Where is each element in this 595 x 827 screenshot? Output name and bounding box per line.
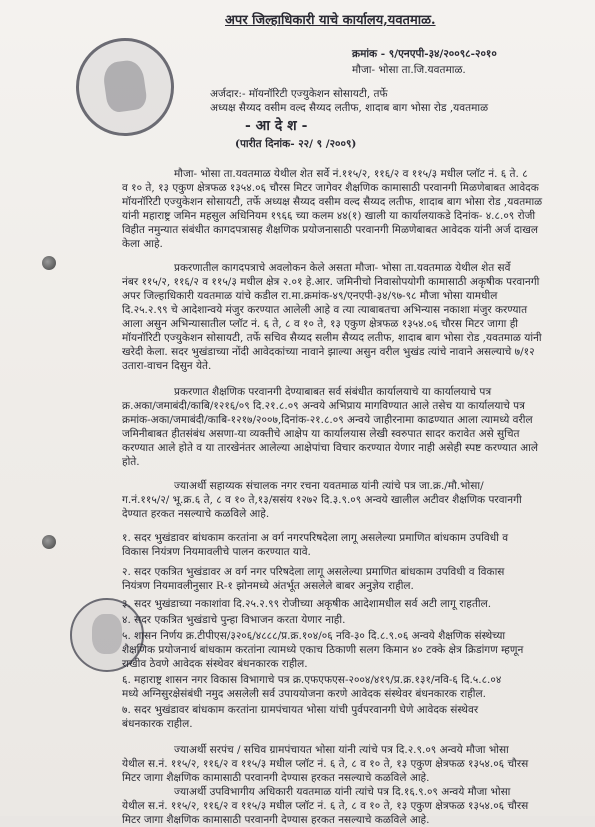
body-line: ४. सदर एकत्रित भुखंडाचे पुन्हा विभाजन करता येणार नाही. [122,614,346,626]
punch-hole [42,256,56,270]
body-line: अपर जिल्हाधिकारी यवतमाळ यांचे कडील रा.मा.क्रमांक-४९/एनएपी-३४/९७-९८ मौजा भोसा यामधील [122,290,498,302]
body-line: मौजा- भोसा ता.यवतमाळ येथील शेत सर्वे नं.११५/२, ११६/२ व ११५/३ मधील प्लॉट नं. ६ ते. ८ [174,168,528,180]
body-line: आला असुन अभिन्यासातील प्लॉट नं. ६ ते, ८ व १० ते, १३ एकुण क्षेत्रफळ १३५४.०६ चौरस मिटर जागा ही [122,318,518,330]
body-line: २. सदर एकत्रित भुखंडावर अ वर्ग नगर परिषदेला लागू असलेल्या प्रमाणित बांधकाम उपविधी व विकास [122,566,505,578]
body-line: येथील स.नं. ११५/२, ११६/२ व ११५/३ मधील प्लॉट नं. ६ ते, ८ व १० ते, १३ एकुण क्षेत्रफळ १३५४.०६ चौरस [122,758,529,770]
body-line: प्रकरणातील कागदपत्राचे अवलोकन केले असता मौजा- भोसा ता.यवतमाळ येथील शेत सर्वे [174,262,511,274]
body-line: शैक्षणिक प्रयोजनार्थ बांधकाम करतांना त्यामध्ये एकाच ठिकाणी सलग किमान ४० टक्के क्षेत्र क्रिडांगण म्हणून [122,644,524,656]
body-line: करण्यात आले होते व या तारखेनंतर आलेल्या आक्षेपांचा विचार करण्यात येणार नाही असेही स्पष्ट करण्यात आले [122,442,538,454]
body-line: ५. शासन निर्णय क्र.टीपीएस/३२०६/४८८८/प्र.क्र.१०४/०६ नवि-३० दि.८.९.०६ अन्वये शैक्षणिक संस्थेच्या [122,630,506,642]
body-line: १. सदर भुखंडावर बांधकाम करतांना अ वर्ग नगरपरिषदेला लागू असलेल्या प्रमाणित बांधकाम उपविधी व [122,532,509,544]
body-line: दि.२५.२.९९ चे आदेशान्वये मंजुर करण्यात आलेली आहे व त्या त्याबाबतचा अभिन्यास नकाशा मंजुर करण्यात [122,304,528,316]
reference-number: क्रमांक - ९/एनएपी-३४/२००९८-२०१० [352,48,497,60]
applicant-line-2: अध्यक्ष सैय्यद वसीम वल्द सैय्यद लतीफ, शादाब बाग भोसा रोड ,यवतमाळ [210,102,489,114]
body-line: खरेदी केला. सदर भुखंडाच्या नोंदी आवेदकांच्या नावाने झाल्या असुन वरील भुखंड त्यांचे नावाने असल्याचे ७/१२ [122,346,535,358]
office-title: अपर जिल्हाधिकारी याचे कार्यालय,यवतमाळ. [225,13,436,28]
body-line: विकास नियंत्रण नियमावलीचे पालन करण्यात यावे. [122,546,311,558]
mouja-line: मौजा- भोसा ता.जि.यवतमाळ. [352,64,466,76]
body-line: जमिनीबाबत हीतसंबंध असणा-या व्यक्तीचे आक्षेप या कार्यालयास लेखी स्वरुपात सादर करावेत असे सुचित [122,428,520,440]
body-line: मिटर जागा शैक्षणिक कामासाठी परवानगी देण्यास हरकत नसल्याचे कळविले आहे. [122,772,430,784]
punch-hole [42,535,56,549]
body-line: यांनी महाराष्ट्र जमिन महसुल अधिनियम १९६६ च्या कलम ४४(१) खाली या कार्यालयाकडे दिनांक- ४.८.०९ रोजी [122,210,536,222]
body-line: ज्याअर्थी सरपंच / सचिव ग्रामपंचायत भोसा यांनी त्यांचे पत्र दि.२.९.०९ अन्वये मौजा भोसा [174,744,509,756]
body-line: क्रमांक-अका/जमाबंदी/काबि-१२१७/२००७,दिनांक-२१.८.०९ अन्वये जाहीरनामा काढण्यात आला त्यामध्ये वरील [122,414,533,426]
office-seal-stamp [70,32,181,143]
body-line: नियंत्रण नियमावलीनुसार R-१ झोनमध्ये अंतर्भूत असलेले बाबर अनुज्ञेय राहील. [122,580,414,592]
body-line: ग.नं.११५/२/ भू.क्र.६ ते, ८ व १० ते,१३/ससंय १२७२ दि.३.९.०९ अन्वये खालील अटीवर शैक्षणिक परवानगी [122,494,522,506]
body-line: राखीव ठेवणे आवेदक संस्थेवर बंधनकारक राहील. [122,658,308,670]
body-line: नंबर ११५/२, ११६/२ व ११५/३ मधील क्षेत्र २.०१ हे.आर. जमिनीचो निवासोपयोगी कामासाठी अकृषीक परवानगी [122,276,540,288]
body-line: मॉयनॉरिटी एज्युकेशन सोसायटी, तर्फे अध्यक्ष सैय्यद वसीम वल्द सैय्यद लतीफ, शादाब बाग भोसा रोड ,यवतमाळ [122,196,543,208]
body-line: ७. सदर भुखंडावर बांधकाम करतांना ग्रामपंचायत भोसा यांची पुर्वपरवानगी घेणे आवेदक संस्थेवर [122,704,479,716]
body-line: मिटर जागा शैक्षणिक कामासाठी परवानगी देण्यास हरकत नसल्याचे कळविले आहे. [122,814,430,826]
body-line: होते. [122,456,140,468]
body-line: बंधनकारक राहील. [122,718,193,730]
body-line: ३. सदर भुखंडाच्या नकाशांवा दि.२५.२.९९ रोजीच्या अकृषीक आदेशामधील सर्व अटी लागू राहतील. [122,598,492,610]
body-line: देण्यात हरकत नसल्याचे कळविले आहे. [122,508,270,520]
body-line: ज्याअर्थी उपविभागीय अधिकारी यवतमाळ यांनी त्यांचे पत्र दि.१६.९.०९ अन्वये मौजा भोसा [174,786,511,798]
body-line: ६. महाराष्ट्र शासन नगर विकास विभागाचे पत्र क्र.एफएफएस-२००४/४१९/प्र.क्र.१३१/नवि-६ दि.५.८.०४ [122,674,502,686]
order-date: (पारीत दिनांक- २२/ ९ /२००९) [235,138,357,150]
body-line: मध्ये अग्निसुरक्षेसंबंधी नमुद असलेली सर्व उपाययोजना करणे आवेदक संस्थेवर बंधनकारक राहील. [122,688,486,700]
body-line: येथील स.नं. ११५/२, ११६/२ व ११५/३ मधील प्लॉट नं. ६ ते, ८ व १० ते, १३ एकुण क्षेत्रफळ १३५४.०६ चौरस [122,800,529,812]
body-line: विहीत नमुन्यात संबंधीत कागदपत्रासह शैक्षणिक प्रयोजनासाठी परवानगी मिळणेबाबत आवेदक यांनी अर्ज दाखल [122,224,538,236]
body-line: मॉयनॉरिटी एज्युकेशन सोसायटी, तर्फे सचिव सैय्यद सलीम सैय्यद लतीफ, शादाब बाग भोसा रोड ,यवतमाळ यांनी [122,332,542,344]
applicant-line: अर्जदार:- मॉयनॉरिटी एज्युकेशन सोसायटी, तर्फे [210,88,388,100]
order-title: - आ दे श - [245,118,308,134]
body-line: प्रकरणात शैक्षणिक परवानगी देण्याबाबत सर्व संबंधीत कार्यालयाचे या कार्यालयाचे पत्र [174,386,492,398]
body-line: उतारा-वाचन दिसुन येते. [122,360,212,372]
body-line: व १० ते, १३ एकुण क्षेत्रफळ १३५४.०६ चौरस मिटर जागेवर शैक्षणिक कामासाठी परवानगी मिळणेबाबत आवेदक [122,182,539,194]
body-line: ज्याअर्थी सहाय्यक संचालक नगर रचना यवतमाळ यांनी त्यांचे पत्र जा.क्र./मौ.भोसा/ [174,480,484,492]
body-line: केला आहे. [122,238,163,250]
body-line: क्र.अका/जमाबंदी/काबि/१२१६/०९ दि.२१.८.०९ अन्वये अभिप्राय मागविण्यात आले तसेच या कार्यालयाचे पत्र [122,400,525,412]
